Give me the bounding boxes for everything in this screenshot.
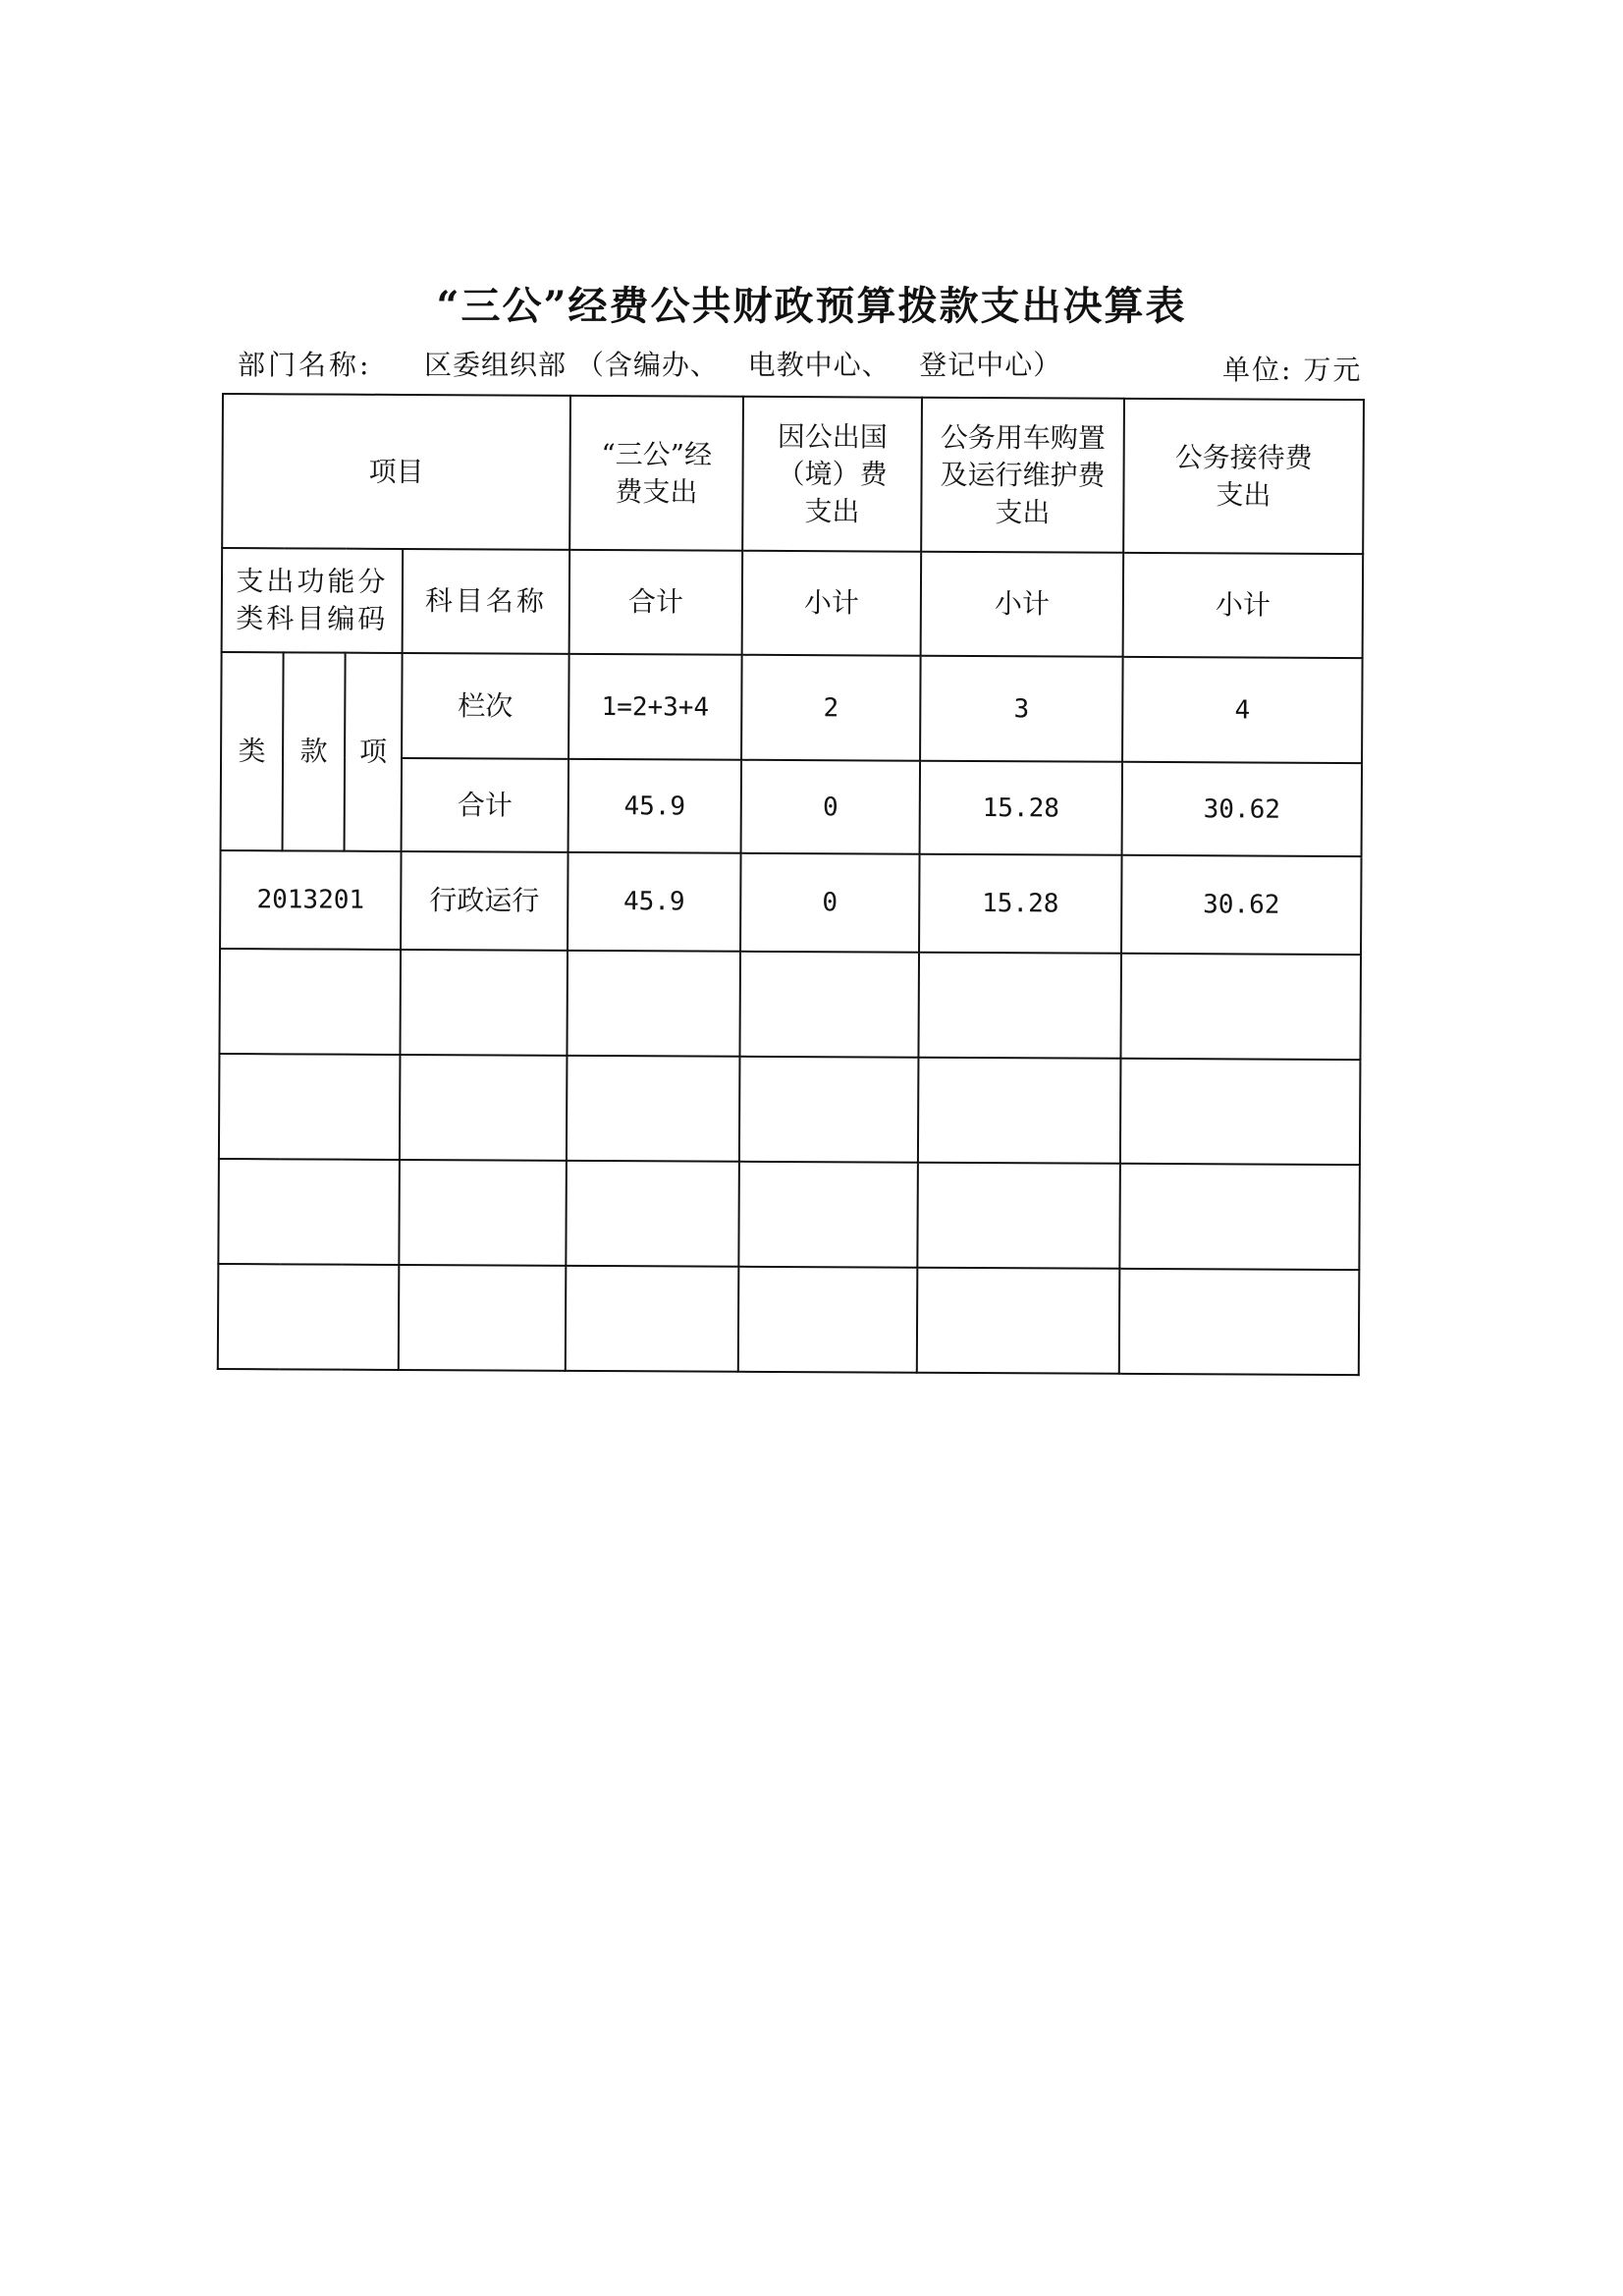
row-total: 45.9 (568, 852, 741, 952)
empty-cell (1119, 1164, 1360, 1270)
expenditure-table (217, 393, 1365, 1376)
class-lei: 类 (221, 652, 284, 850)
column-number-reception: 4 (1122, 657, 1363, 763)
sum-reception: 30.62 (1122, 762, 1362, 856)
empty-cell (219, 1054, 401, 1160)
sum-total: 45.9 (568, 759, 741, 853)
document-title: “三公”经费公共财政预算拨款支出决算表 (436, 283, 1187, 329)
department-name: 区委组织部 （含编办、 电教中心、 登记中心） (424, 349, 1062, 381)
column-number-total: 1=2+3+4 (568, 654, 742, 760)
subheader-reception: 小计 (1123, 553, 1364, 658)
header-total: “三公”经费支出 (569, 396, 743, 551)
empty-cell (399, 1265, 567, 1371)
empty-cell (566, 1161, 739, 1267)
column-number-vehicle: 3 (920, 656, 1123, 762)
header-abroad: 因公出国（境）费支出 (742, 397, 922, 552)
empty-cell (1120, 1059, 1361, 1165)
empty-cell (738, 1267, 918, 1373)
empty-cell (1119, 1269, 1360, 1375)
subheader-name: 科目名称 (403, 549, 570, 654)
empty-row (219, 949, 1361, 1060)
department-label: 部门名称: (238, 349, 372, 381)
empty-cell (567, 1056, 740, 1162)
table-row (220, 850, 1362, 955)
empty-cell (219, 949, 401, 1055)
subheader-total: 合计 (569, 550, 743, 655)
empty-row (218, 1159, 1360, 1270)
subheader-vehicle: 小计 (921, 552, 1124, 657)
empty-cell (918, 953, 1121, 1059)
row-code: 2013201 (220, 850, 402, 950)
empty-row (218, 1264, 1360, 1375)
empty-cell (400, 1055, 568, 1161)
empty-cell (738, 1162, 918, 1268)
column-number-row (221, 652, 1363, 763)
empty-cell (400, 950, 568, 1056)
empty-row (219, 1054, 1361, 1165)
header-item: 项目 (222, 394, 570, 550)
empty-cell (917, 1268, 1120, 1374)
empty-cell (566, 1266, 739, 1372)
column-number-label: 栏次 (402, 653, 569, 759)
sum-label: 合计 (402, 758, 569, 852)
subheader-abroad: 小计 (742, 551, 922, 656)
header-reception: 公务接待费支出 (1123, 399, 1364, 554)
sum-vehicle: 15.28 (920, 761, 1122, 855)
empty-cell (739, 1057, 919, 1163)
sum-abroad: 0 (741, 760, 920, 854)
empty-cell (918, 1058, 1121, 1164)
empty-cell (218, 1159, 400, 1265)
class-xiang: 项 (345, 653, 403, 851)
empty-cell (218, 1264, 400, 1370)
empty-cell (399, 1160, 567, 1266)
unit-label: 单位: 万元 (1222, 354, 1363, 386)
empty-cell (739, 952, 919, 1058)
empty-cell (567, 951, 740, 1057)
class-kuan: 款 (283, 652, 346, 850)
header-row (222, 394, 1364, 554)
subheader-row (222, 548, 1364, 658)
header-vehicle: 公务用车购置及运行维护费支出 (921, 398, 1124, 553)
row-abroad: 0 (740, 853, 920, 953)
row-name: 行政运行 (401, 851, 568, 951)
empty-cell (917, 1163, 1120, 1269)
empty-cell (1120, 954, 1361, 1060)
subheader-code: 支出功能分类科目编码 (222, 548, 404, 653)
row-vehicle: 15.28 (919, 854, 1122, 954)
column-number-abroad: 2 (741, 655, 921, 761)
row-reception: 30.62 (1121, 855, 1362, 955)
